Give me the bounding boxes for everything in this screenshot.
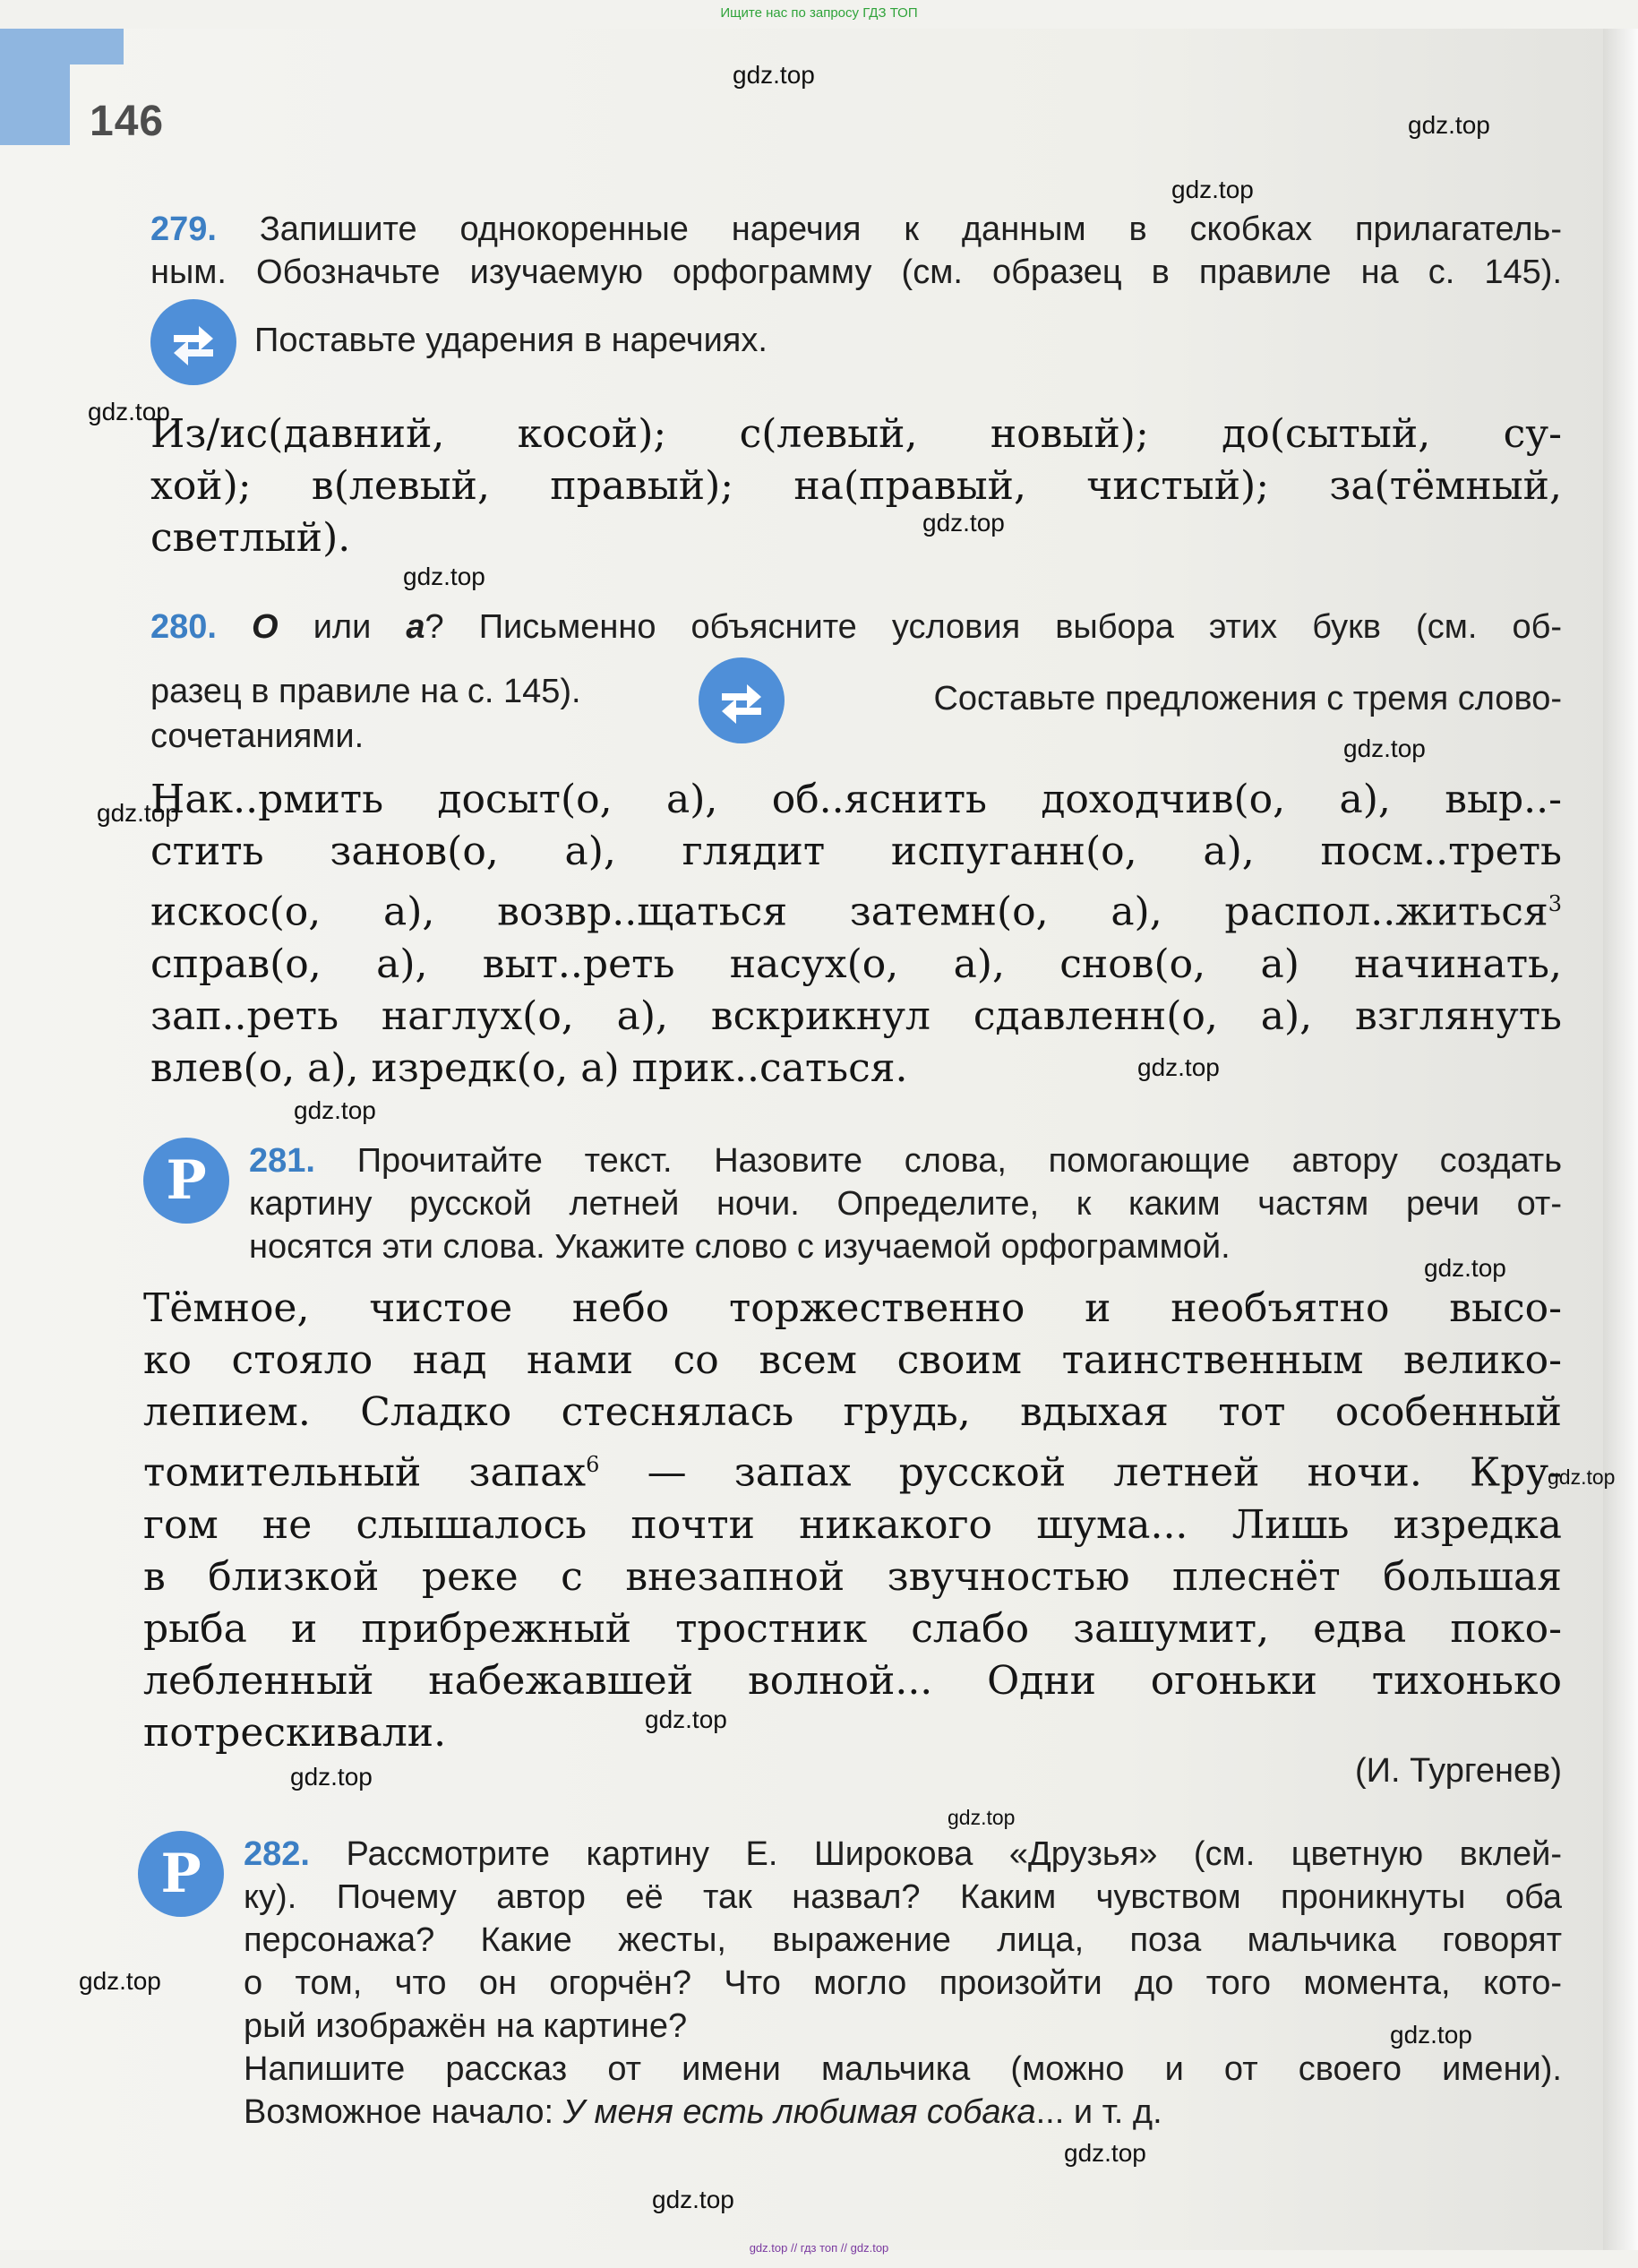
footnote-mark: 6 xyxy=(586,1452,600,1477)
task-text: Рассмотрите картину Е. Широкова «Друзья» (см. цветную вклей- xyxy=(346,1835,1563,1873)
page-edge xyxy=(1603,29,1638,2250)
exercise-line: влев(о, а), изредк(о, а) прик..саться. xyxy=(150,1044,908,1091)
letter-a: а xyxy=(406,608,425,646)
watermark: gdz.top xyxy=(88,398,170,425)
swap-arrows-icon xyxy=(150,299,236,385)
footnote-mark: 3 xyxy=(1548,891,1562,916)
watermark: gdz.top xyxy=(1408,111,1490,139)
task-280 xyxy=(150,606,1562,649)
text-line: лебленный набежавшей волной... Одни огоньки тихонько xyxy=(143,1657,1562,1704)
speech-task-badge: Р xyxy=(143,1138,229,1224)
task-281 xyxy=(249,1139,1562,1268)
text-line: гом не слышалось почти никакого шума... Лишь изредка xyxy=(143,1501,1562,1548)
task-280-exercise xyxy=(150,774,1562,1095)
watermark: gdz.top xyxy=(1343,735,1426,762)
watermark: gdz.top xyxy=(645,1705,727,1733)
author: (И. Тургенев) xyxy=(1355,1752,1562,1790)
task-text: рый изображён на картине? xyxy=(244,2007,688,2045)
task-279-exercise xyxy=(150,408,1562,564)
task-text: персонажа? Какие жесты, выражение лица, поза мальчика говорят xyxy=(244,1921,1562,1959)
exercise-line: Нак..рмить досыт(о, а), об..яснить доходчив(о, а), выр..- xyxy=(150,777,1562,822)
task-text: ку). Почему автор её так назвал? Каким чувством проникнуты оба xyxy=(244,1878,1562,1916)
task-text: Прочитайте текст. Назовите слова, помогающие автору создать xyxy=(356,1142,1563,1180)
watermark: gdz.top xyxy=(1548,1465,1616,1489)
exercise-line: Из/ис(давний, косой); с(левый, новый); до(сытый, су- xyxy=(150,411,1562,457)
watermark: gdz.top xyxy=(290,1763,373,1791)
swap-arrows-icon xyxy=(699,657,785,743)
page-corner-tab xyxy=(0,29,70,145)
task-number: 281. xyxy=(249,1142,315,1180)
watermark: gdz.top xyxy=(922,509,1005,537)
exercise-line: справ(о, а), выт..реть насух(о, а), снов(о, а) начинать, xyxy=(150,941,1562,987)
task-text: носятся эти слова. Укажите слово с изучаемой орфограммой. xyxy=(249,1228,1231,1266)
page-corner-tab-top xyxy=(70,29,124,64)
task-text: сочетаниями. xyxy=(150,717,364,755)
watermark: gdz.top xyxy=(1390,2021,1472,2049)
watermark: gdz.top xyxy=(294,1096,376,1124)
watermark: gdz.top xyxy=(1424,1254,1506,1282)
task-281-text xyxy=(143,1283,1562,1759)
task-text: картину русской летней ночи. Определите, к каким частям речи от- xyxy=(249,1185,1562,1223)
exercise-line: светлый). xyxy=(150,515,351,561)
text-line: томительный запах xyxy=(143,1449,587,1496)
text-line: — запах русской летней ночи. Кру- xyxy=(647,1449,1562,1496)
task-text: ... и т. д. xyxy=(1035,2093,1162,2131)
exercise-line: зап..реть наглух(о, а), вскрикнул сдавленн(о, а), взглянуть xyxy=(150,992,1562,1039)
task-text: Запишите однокоренные наречия к данным в скобках прилагатель- xyxy=(259,210,1563,248)
exercise-line: искос(о, а), возвр..щаться затемн(о, а), распол..житься xyxy=(150,889,1548,935)
exercise-line: хой); в(левый, правый); на(правый, чистый); за(тёмный, xyxy=(150,463,1562,509)
task-text: о том, что он огорчён? Что могло произойти до того момента, кото- xyxy=(244,1964,1562,2002)
text-line: ко стояло над нами со всем своим таинственным велико- xyxy=(143,1337,1562,1383)
exercise-line: стить занов(о, а), глядит испуганн(о, а), посм..треть xyxy=(150,829,1562,874)
watermark: gdz.top xyxy=(1171,176,1254,203)
top-banner[interactable]: Ищите нас по запросу ГДЗ ТОП xyxy=(720,5,918,21)
page-number: 146 xyxy=(90,98,165,145)
watermark: gdz.top xyxy=(1137,1053,1220,1081)
task-number: 279. xyxy=(150,210,217,248)
watermark: gdz.top xyxy=(652,2186,734,2213)
speech-task-badge: Р xyxy=(138,1831,224,1917)
text-line: в близкой реке с внезапной звучностью плеснёт большая xyxy=(143,1553,1562,1600)
watermark: gdz.top xyxy=(948,1806,1016,1829)
watermark: gdz.top xyxy=(733,61,815,89)
task-text: разец в правиле на с. 145). xyxy=(150,673,581,710)
letter-o: О xyxy=(252,608,279,646)
italic-example: У меня есть любимая собака xyxy=(562,2093,1036,2131)
task-text: Напишите рассказ от имени мальчика (можно и от своего имени). xyxy=(244,2050,1562,2088)
text-line: потрескивали. xyxy=(143,1709,447,1756)
task-number: 280. xyxy=(150,608,217,646)
task-279 xyxy=(150,208,1562,294)
watermark: gdz.top xyxy=(1064,2139,1146,2167)
task-text: или xyxy=(313,608,372,646)
watermark: gdz.top xyxy=(403,563,485,590)
task-text: ным. Обозначьте изучаемую орфограмму (см. образец в правиле на с. 145). xyxy=(150,253,1562,291)
task-text: Составьте предложения с тремя слово- xyxy=(933,680,1562,717)
watermark: gdz.top xyxy=(79,1967,161,1995)
text-line: лепием. Сладко стеснялась грудь, вдыхая тот особенный xyxy=(143,1389,1562,1435)
task-text: Возможное начало: xyxy=(244,2093,554,2131)
text-line: рыба и прибрежный тростник слабо зашумит, едва поко- xyxy=(143,1605,1562,1652)
task-text: ? Письменно объясните условия выбора этих букв (см. об- xyxy=(425,608,1563,646)
watermark: gdz.top xyxy=(97,799,179,827)
text-line: Тёмное, чистое небо торжественно и необъятно высо- xyxy=(143,1285,1562,1331)
task-279-extra: Поставьте ударения в наречиях. xyxy=(254,322,768,359)
task-number: 282. xyxy=(244,1835,310,1873)
task-282 xyxy=(244,1833,1562,2134)
footer-links[interactable]: gdz.top // гдз топ // gdz.top xyxy=(749,2241,889,2255)
